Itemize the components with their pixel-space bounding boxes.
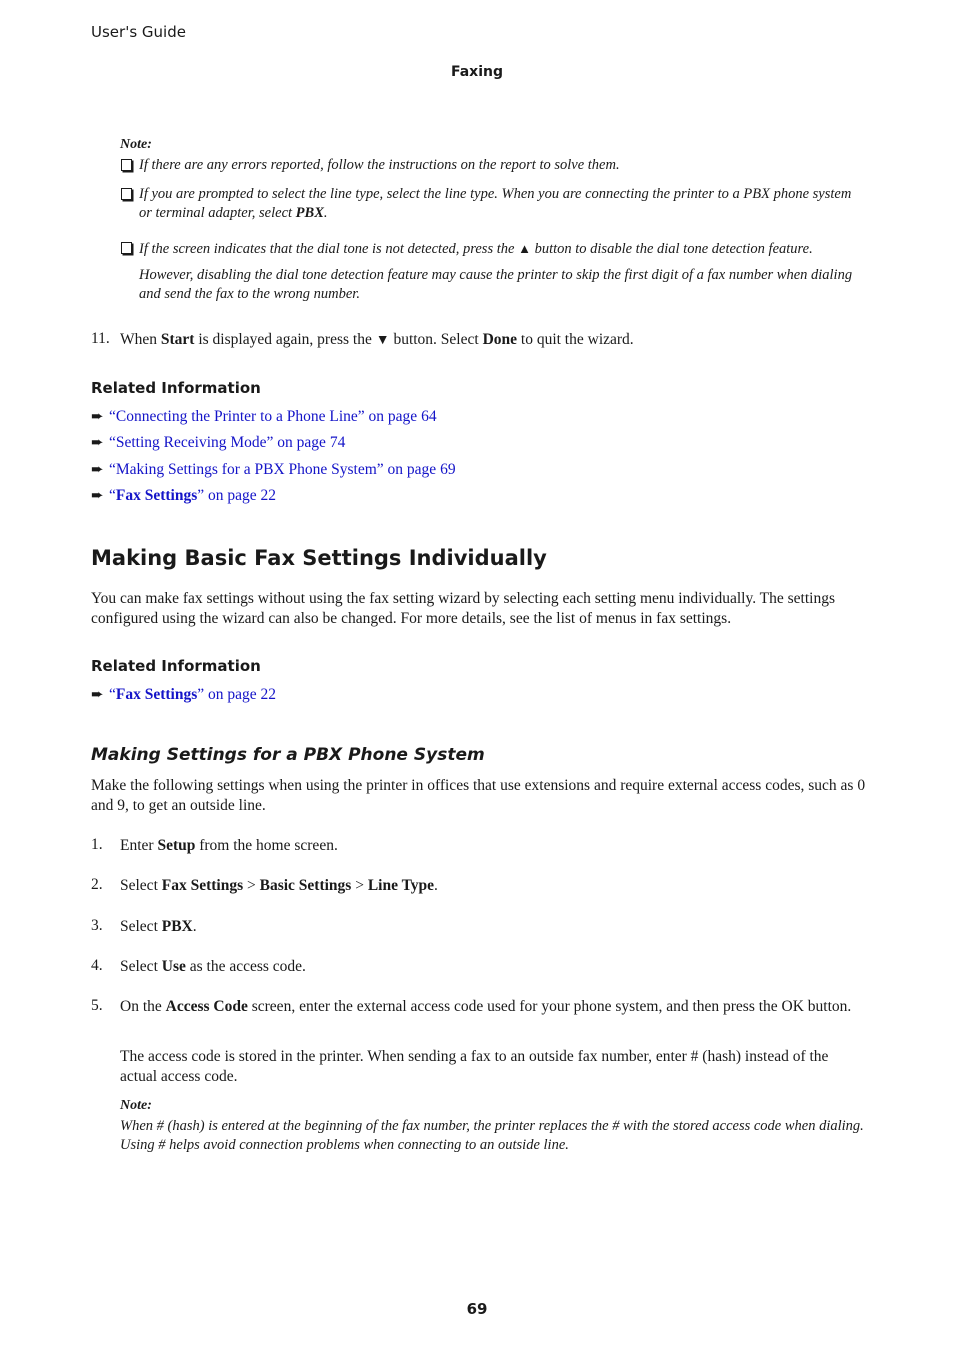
step-number: 4.	[91, 957, 103, 974]
step-3-text: Select PBX.	[120, 918, 197, 935]
note-hash-text: When # (hash) is entered at the beginning of the fax number, the printer replaces the # with the stored access code when dialing. Using # helps avoid connection problems when connecting to an outside line.	[120, 1118, 864, 1153]
header-section-title: Faxing	[450, 64, 503, 80]
checkbox-bullet-icon	[121, 188, 132, 200]
step-1-text: Enter Setup from the home screen.	[120, 837, 338, 854]
page-number: 69	[466, 1300, 488, 1318]
related-information-heading: Related Information	[91, 657, 261, 675]
related-link-fax-settings[interactable]: ➨ “Fax Settings” on page 22	[91, 487, 277, 504]
up-arrow-icon: ▲	[518, 241, 531, 256]
step-2-text: Select Fax Settings > Basic Settings > Line Type.	[120, 877, 438, 894]
step-5-extra-text: The access code is stored in the printer. When sending a fax to an outside fax number, enter # (hash) instead of the actual access code.	[120, 1048, 829, 1085]
related-information-heading: Related Information	[91, 379, 261, 397]
section-pbx-intro: Make the following settings when using the printer in offices that use extensions and require external access codes, such as 0 and 9, to get an outside line.	[91, 777, 866, 814]
note-label: Note:	[120, 137, 152, 152]
note-label: Note:	[120, 1098, 152, 1113]
note-item-errors: If there are any errors reported, follow the instructions on the report to solve them.	[139, 157, 620, 173]
related-link-phone-line[interactable]: ➨ “Connecting the Printer to a Phone Line” on page 64	[91, 408, 437, 425]
section-heading-pbx: Making Settings for a PBX Phone System	[91, 745, 485, 765]
arrow-right-icon: ➨	[91, 435, 104, 451]
section-heading-basic-fax-settings: Making Basic Fax Settings Individually	[91, 546, 547, 570]
arrow-right-icon: ➨	[91, 462, 104, 478]
note-item-line-type: If you are prompted to select the line type, select the line type. When you are connecting the printer to a PBX phone system or terminal adapter, select PBX.	[139, 186, 852, 221]
related-link-fax-settings[interactable]: ➨ “Fax Settings” on page 22	[91, 686, 277, 703]
checkbox-bullet-icon	[121, 242, 132, 254]
note-item-dial-tone: If the screen indicates that the dial tone is not detected, press the ▲ button to disable the dial tone detection feature.	[139, 241, 813, 257]
arrow-right-icon: ➨	[91, 687, 104, 703]
step-number: 3.	[91, 917, 103, 934]
arrow-right-icon: ➨	[91, 409, 104, 425]
step-number: 1.	[91, 836, 103, 853]
header-guide-title: User's Guide	[91, 23, 186, 41]
down-arrow-icon: ▼	[375, 333, 390, 348]
note-item-dial-tone-extra: However, disabling the dial tone detection feature may cause the printer to skip the first digit of a fax number when dialing and send the fax to the wrong number.	[139, 267, 853, 302]
step-number: 2.	[91, 876, 103, 893]
step-11-text: When Start is displayed again, press the ▼ button. Select Done to quit the wizard.	[120, 331, 634, 348]
step-4-text: Select Use as the access code.	[120, 958, 306, 975]
section-basic-paragraph: You can make fax settings without using the fax setting wizard by selecting each setting menu individually. The settings configured using the wizard can also be changed. For more details, see the list of menus in fax settings.	[91, 590, 836, 627]
arrow-right-icon: ➨	[91, 488, 104, 504]
step-number: 5.	[91, 997, 103, 1014]
step-number: 11.	[91, 330, 110, 347]
related-link-receiving-mode[interactable]: ➨ “Setting Receiving Mode” on page 74	[91, 434, 346, 451]
checkbox-bullet-icon	[121, 159, 132, 171]
related-link-pbx-settings[interactable]: ➨ “Making Settings for a PBX Phone System” on page 69	[91, 461, 456, 478]
step-5-text: On the Access Code screen, enter the external access code used for your phone system, and then press the OK button.	[120, 998, 852, 1015]
